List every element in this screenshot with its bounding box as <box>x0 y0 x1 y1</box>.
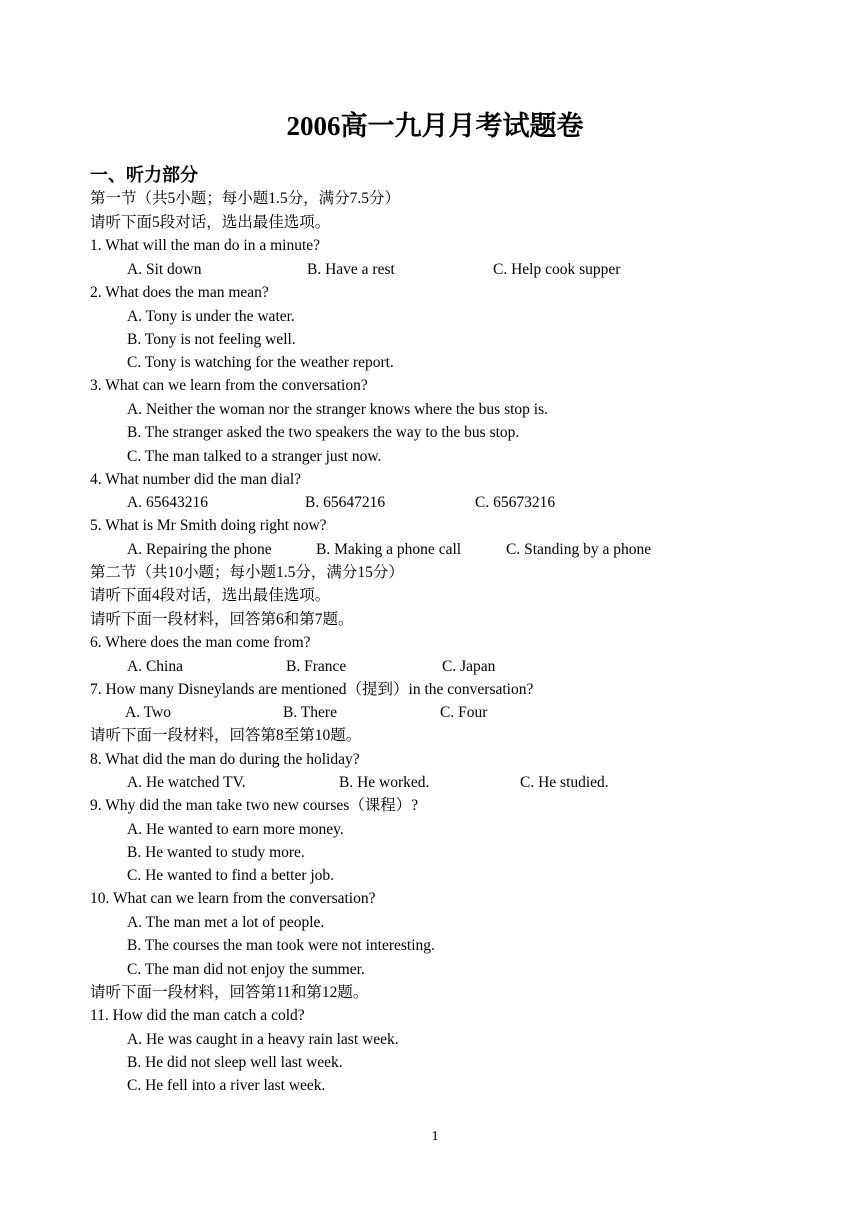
question-4-option-a: A. 65643216 <box>127 494 208 511</box>
question-8-option-a: A. He watched TV. <box>127 774 246 791</box>
question-3-option-a: A. Neither the woman nor the stranger knows where the bus stop is. <box>127 401 548 418</box>
page-number: 1 <box>431 1129 439 1144</box>
question-6-option-a: A. China <box>127 658 183 675</box>
question-9-option-a: A. He wanted to earn more money. <box>127 821 344 838</box>
question-1-option-c: C. Help cook supper <box>493 261 621 278</box>
question-5: 5. What is Mr Smith doing right now? <box>90 517 327 534</box>
part2-heading: 第二节（共10小题；每小题1.5分，满分15分） <box>90 564 404 581</box>
question-8: 8. What did the man do during the holiday? <box>90 751 360 768</box>
material-instruction-6-7: 请听下面一段材料，回答第6和第7题。 <box>90 611 354 628</box>
question-2-option-c: C. Tony is watching for the weather report. <box>127 354 394 371</box>
question-2-option-a: A. Tony is under the water. <box>127 308 295 325</box>
question-8-option-c: C. He studied. <box>520 774 609 791</box>
question-11-option-b: B. He did not sleep well last week. <box>127 1054 343 1071</box>
question-10-option-c: C. The man did not enjoy the summer. <box>127 961 365 978</box>
question-1-option-b: B. Have a rest <box>307 261 395 278</box>
part1-instruction: 请听下面5段对话，选出最佳选项。 <box>90 214 331 231</box>
question-1: 1. What will the man do in a minute? <box>90 237 321 254</box>
question-2-option-b: B. Tony is not feeling well. <box>127 331 296 348</box>
question-9-option-b: B. He wanted to study more. <box>127 844 305 861</box>
question-3: 3. What can we learn from the conversation? <box>90 377 368 394</box>
question-6-option-c: C. Japan <box>442 658 496 675</box>
question-9-option-c: C. He wanted to find a better job. <box>127 867 335 884</box>
question-3-option-b: B. The stranger asked the two speakers the way to the bus stop. <box>127 424 520 441</box>
question-2: 2. What does the man mean? <box>90 284 269 301</box>
question-1-option-a: A. Sit down <box>127 261 202 278</box>
section-heading-listening: 一、听力部分 <box>90 165 198 185</box>
part2-instruction: 请听下面4段对话，选出最佳选项。 <box>90 587 331 604</box>
question-4: 4. What number did the man dial? <box>90 471 302 488</box>
question-7: 7. How many Disneylands are mentioned（提到）in the conversation? <box>90 681 534 698</box>
material-instruction-11-12: 请听下面一段材料，回答第11和第12题。 <box>90 984 369 1001</box>
question-5-option-b: B. Making a phone call <box>316 541 462 558</box>
question-7-option-c: C. Four <box>440 704 488 721</box>
question-6: 6. Where does the man come from? <box>90 634 311 651</box>
question-9: 9. Why did the man take two new courses（课程）? <box>90 797 419 814</box>
question-11-option-a: A. He was caught in a heavy rain last week. <box>127 1031 399 1048</box>
question-11-option-c: C. He fell into a river last week. <box>127 1077 326 1094</box>
question-5-option-a: A. Repairing the phone <box>127 541 272 558</box>
question-7-option-a: A. Two <box>125 704 171 721</box>
question-8-option-b: B. He worked. <box>339 774 430 791</box>
question-11: 11. How did the man catch a cold? <box>90 1007 305 1024</box>
question-6-option-b: B. France <box>286 658 347 675</box>
question-10: 10. What can we learn from the conversation? <box>90 890 376 907</box>
question-7-option-b: B. There <box>283 704 337 721</box>
page-title: 2006高一九月月考试题卷 <box>286 111 584 141</box>
question-4-option-c: C. 65673216 <box>475 494 556 511</box>
question-10-option-a: A. The man met a lot of people. <box>127 914 325 931</box>
material-instruction-8-10: 请听下面一段材料，回答第8至第10题。 <box>90 727 362 744</box>
question-3-option-c: C. The man talked to a stranger just now. <box>127 448 382 465</box>
question-5-option-c: C. Standing by a phone <box>506 541 652 558</box>
question-10-option-b: B. The courses the man took were not interesting. <box>127 937 435 954</box>
question-4-option-b: B. 65647216 <box>305 494 386 511</box>
part1-heading: 第一节（共5小题；每小题1.5分，满分7.5分） <box>90 190 401 207</box>
